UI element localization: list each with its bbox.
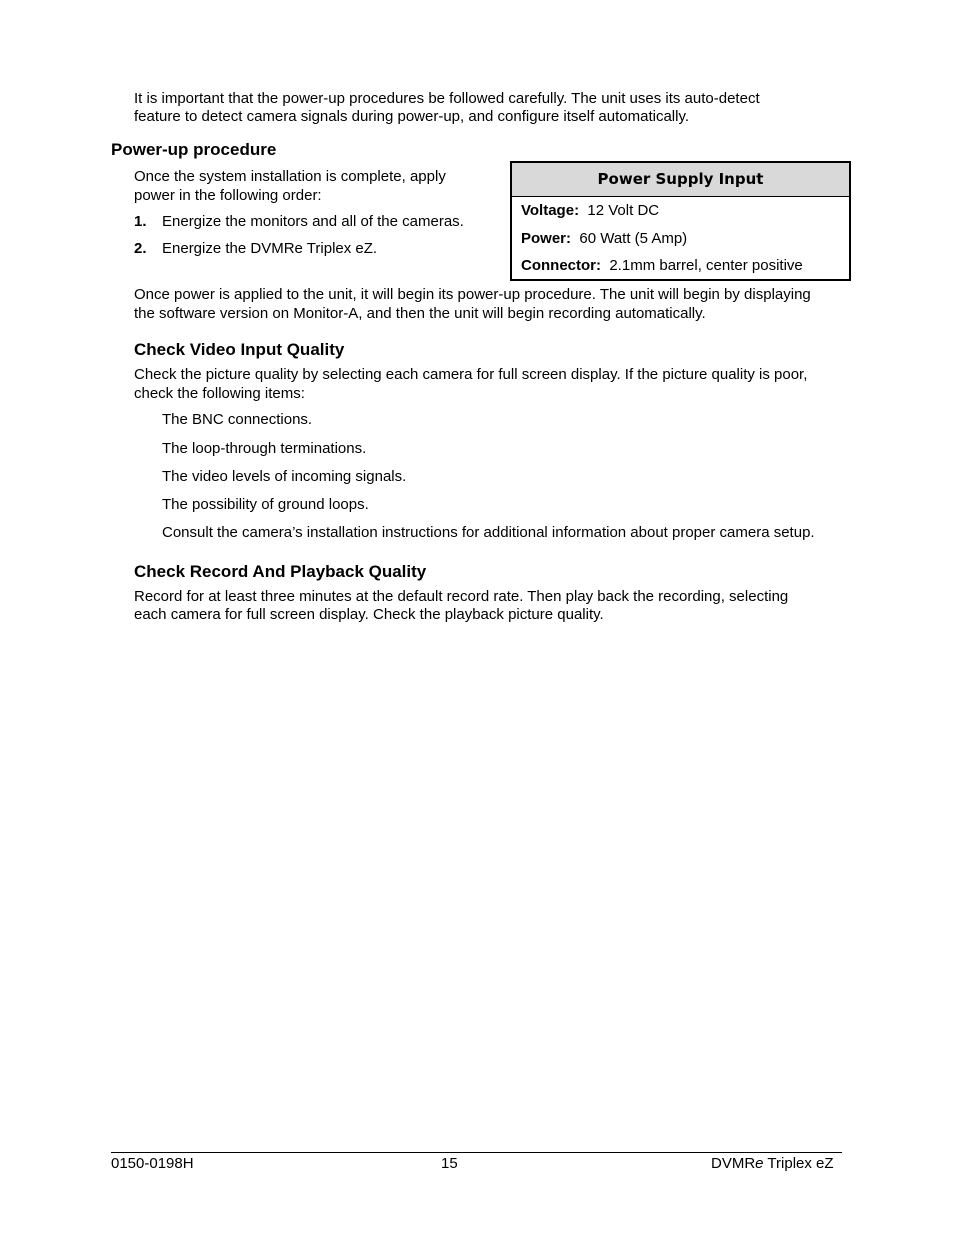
powerup-after-line-1: Once power is applied to the unit, it will begin its power-up procedure. The unit will begin by displaying [134, 286, 811, 303]
connector-label: Connector: [521, 257, 601, 274]
video-quality-heading: Check Video Input Quality [134, 340, 345, 359]
footer-product-suffix: Triplex eZ [763, 1155, 834, 1172]
intro-paragraph [134, 90, 760, 126]
powerup-after-paragraph [134, 285, 811, 323]
power-supply-table [510, 161, 851, 281]
footer-rule [111, 1152, 842, 1153]
checklist-item: The BNC connections. [162, 411, 313, 428]
intro-line-1: It is important that the power-up procedures be followed carefully. The unit uses its auto-detect [134, 90, 760, 107]
step-1-number: 1. [134, 213, 147, 230]
checklist-item: Consult the camera’s installation instructions for additional information about proper camera setup. [162, 524, 815, 541]
power-supply-row-connector [521, 257, 803, 274]
footer-doc-number: 0150-0198H [111, 1155, 194, 1172]
power-supply-row-power [521, 230, 687, 247]
video-quality-line-1: Check the picture quality by selecting each camera for full screen display. If the picture quality is poor, [134, 366, 808, 383]
voltage-value: 12 Volt DC [587, 202, 660, 219]
record-quality-line-1: Record for at least three minutes at the default record rate. Then play back the recording, selecting [134, 588, 789, 605]
footer-product-prefix: DVMR [711, 1155, 756, 1172]
powerup-lead [134, 167, 446, 205]
connector-value: 2.1mm barrel, center positive [609, 257, 803, 274]
footer-page-number: 15 [441, 1155, 458, 1172]
step-2-number: 2. [134, 240, 147, 257]
power-supply-title: Power Supply Input [512, 163, 849, 197]
step-1-text: Energize the monitors and all of the cameras. [162, 213, 464, 230]
step-2-text: Energize the DVMRe Triplex eZ. [162, 240, 378, 257]
power-label: Power: [521, 230, 572, 247]
record-quality-line-2: each camera for full screen display. Check the playback picture quality. [134, 606, 604, 623]
record-quality-paragraph [134, 588, 788, 624]
powerup-lead-line-2: power in the following order: [134, 187, 322, 204]
powerup-after-line-2: the software version on Monitor-A, and then the unit will begin recording automatically. [134, 305, 706, 322]
checklist-item: The possibility of ground loops. [162, 496, 369, 513]
voltage-label: Voltage: [521, 202, 580, 219]
power-value: 60 Watt (5 Amp) [579, 230, 688, 247]
video-quality-line-2: check the following items: [134, 385, 305, 402]
record-quality-heading: Check Record And Playback Quality [134, 562, 427, 581]
video-quality-paragraph [134, 365, 807, 403]
checklist-item: The video levels of incoming signals. [162, 468, 407, 485]
powerup-heading: Power-up procedure [111, 140, 277, 159]
power-supply-row-voltage [521, 202, 659, 219]
checklist-item: The loop-through terminations. [162, 440, 367, 457]
powerup-lead-line-1: Once the system installation is complete, apply [134, 168, 446, 185]
intro-line-2: feature to detect camera signals during power-up, and configure itself automatically. [134, 108, 690, 125]
footer-product-name [711, 1155, 834, 1172]
footer-product-italic: e [755, 1155, 764, 1172]
